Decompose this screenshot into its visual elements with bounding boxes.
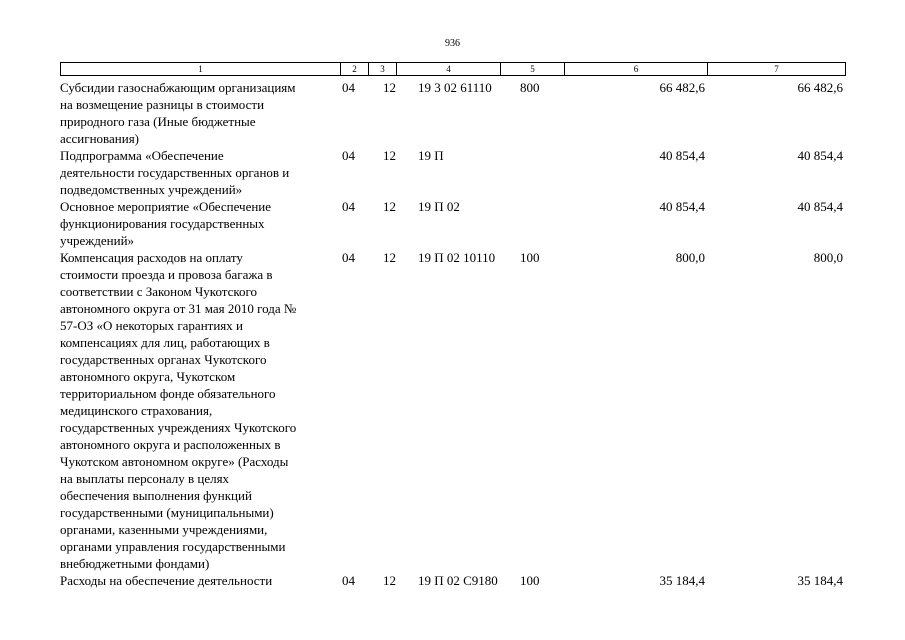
column-number-header [60,62,846,76]
column-number-6: 6 [565,63,708,76]
row-name: Основное мероприятие «Обеспечение функционирования государственных учреждений» [60,199,272,248]
table-row [60,198,845,249]
row-target-article-code: 19 3 02 61110 [418,80,492,95]
row-expense-type-code: 100 [520,573,540,588]
row-subsection-code: 12 [383,250,396,265]
row-section-code: 04 [342,148,355,163]
row-subsection-code: 12 [383,199,396,214]
column-number-3: 3 [369,63,397,76]
page-number: 936 [445,38,460,49]
row-name: Компенсация расходов на оплату стоимости проезда и провоза багажа в соответствии с Законом Чукотского автономного округа от 31 мая 2010 года № 57-ОЗ «О некоторых гарантиях и компенсациях для лиц, работающих в государственных органах Чукотского автономного округа, Чукотском территориальном фонде обязательного медицинского страхования, государственных учреждениях Чукотского автономного округа и расположенных в Чукотском автономном округе» (Расходы на выплаты персоналу в целях обеспечения выполнения функций государственными (муниципальными) органами, казенными учреждениями, органами управления государственными внебюджетными фондами) [60,250,297,571]
row-name: Расходы на обеспечение деятельности [60,573,273,588]
row-target-article-code: 19 П [418,148,444,163]
row-target-article-code: 19 П 02 10110 [418,250,496,265]
row-name: Подпрограмма «Обеспечение деятельности государственных органов и подведомственных учреждений» [60,148,290,197]
row-target-article-code: 19 П 02 [418,199,460,214]
row-amount-2: 40 854,4 [797,148,843,163]
row-subsection-code: 12 [383,573,396,588]
row-amount-1: 35 184,4 [659,573,705,588]
row-amount-2: 66 482,6 [797,80,843,95]
row-amount-2: 40 854,4 [797,199,843,214]
budget-table-body [60,79,845,589]
row-amount-2: 35 184,4 [797,573,843,588]
row-section-code: 04 [342,199,355,214]
row-amount-1: 800,0 [675,250,705,265]
row-amount-1: 66 482,6 [659,80,705,95]
row-amount-1: 40 854,4 [659,148,705,163]
table-row [60,249,845,572]
row-target-article-code: 19 П 02 С9180 [418,573,498,588]
row-section-code: 04 [342,250,355,265]
row-subsection-code: 12 [383,80,396,95]
column-number-2: 2 [341,63,369,76]
row-amount-1: 40 854,4 [659,199,705,214]
row-name: Субсидии газоснабжающим организациям на возмещение разницы в стоимости природного газа (Иные бюджетные ассигнования) [60,80,296,146]
column-number-5: 5 [501,63,565,76]
row-amount-2: 800,0 [813,250,843,265]
row-expense-type-code: 100 [520,250,540,265]
table-row [60,572,845,589]
table-row [60,79,845,147]
row-expense-type-code: 800 [520,80,540,95]
column-number-4: 4 [397,63,501,76]
column-number-1: 1 [61,63,341,76]
row-section-code: 04 [342,573,355,588]
table-row [60,147,845,198]
row-subsection-code: 12 [383,148,396,163]
row-section-code: 04 [342,80,355,95]
column-number-7: 7 [708,63,846,76]
